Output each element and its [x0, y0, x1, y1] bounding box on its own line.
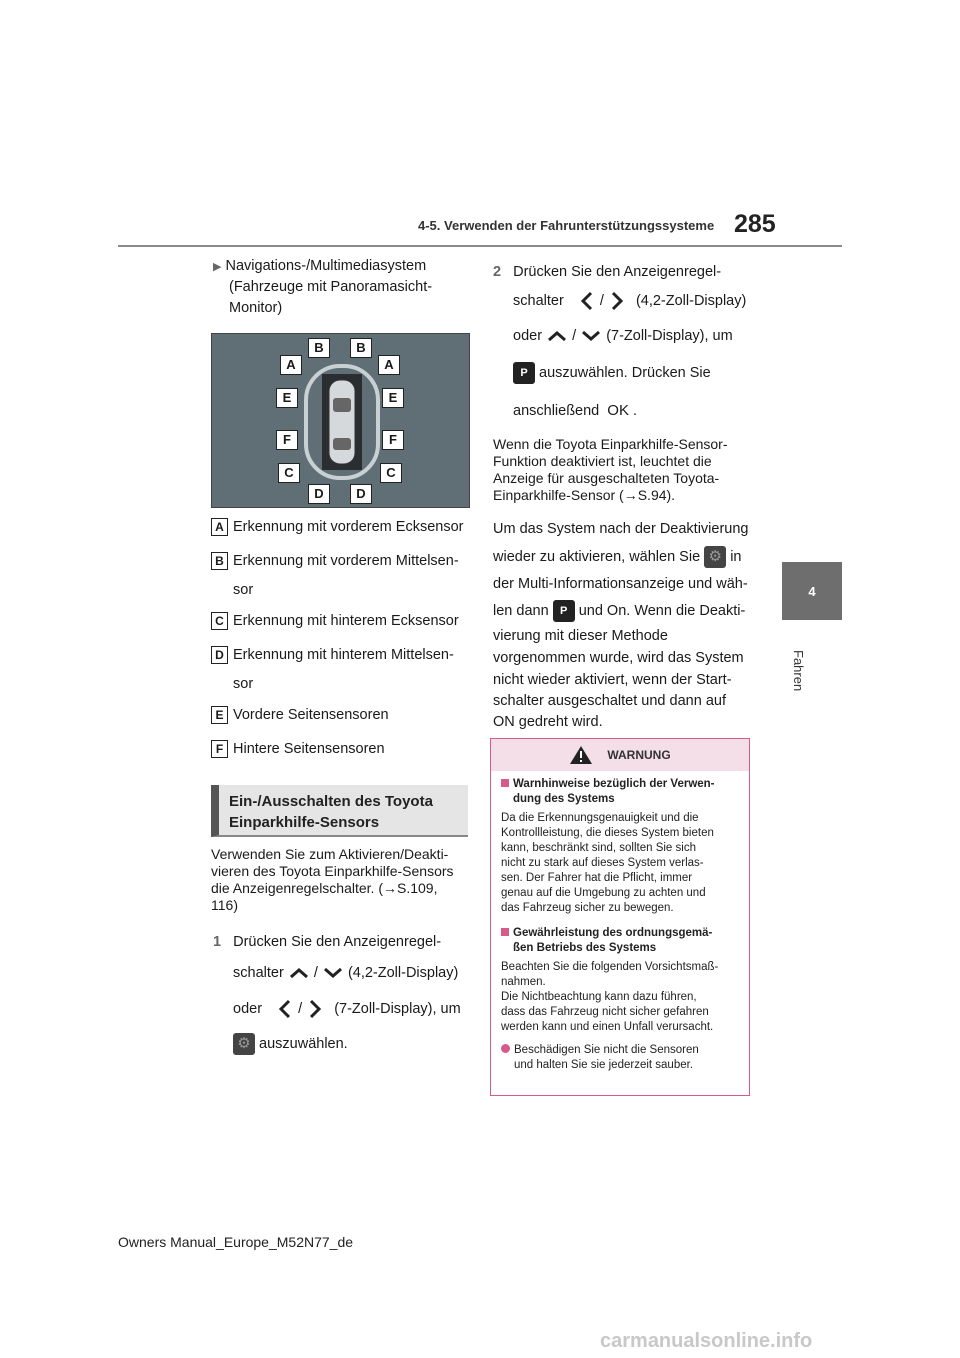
- warning-text-1-line: das Fahrzeug sicher zu bewegen.: [501, 902, 674, 914]
- chevron-up-icon: [546, 329, 568, 343]
- intro-line4: 116): [211, 897, 238, 913]
- chevron-left-icon: [276, 998, 294, 1020]
- legend-key-f: F: [211, 740, 228, 758]
- info-paragraph: [493, 436, 753, 504]
- step2-line4: [513, 362, 711, 384]
- step1: [213, 932, 441, 953]
- step2-schalter: schalter: [513, 292, 564, 309]
- diagram-label-e-left: E: [276, 388, 298, 408]
- legend-key-c: C: [211, 612, 228, 630]
- legend-d-cont: sor: [233, 676, 254, 692]
- reactivate-line7: nicht wieder aktiviert, wenn der Start-: [493, 672, 732, 688]
- reactivate-line2: [493, 546, 742, 568]
- warning-header: [491, 739, 749, 771]
- legend-d: [211, 645, 454, 666]
- legend-text-c: Erkennung mit hinterem Ecksensor: [233, 613, 459, 629]
- nav-line3: Monitor): [229, 300, 283, 316]
- warning-text-1-line: kann, beschränkt sind, sollten Sie sich: [501, 842, 696, 854]
- diagram-label-d-right: D: [350, 484, 372, 504]
- step2-line2: schalter / (4,2-Zoll-Display): [513, 290, 746, 312]
- chevron-up-icon: [288, 966, 310, 980]
- step2-line1: Drücken Sie den Anzeigenregel-: [513, 264, 722, 280]
- nav-line2: (Fahrzeuge mit Panoramasicht-: [229, 279, 433, 295]
- warning-heading-1-line2: dung des Systems: [513, 793, 615, 805]
- chevron-right-icon: [608, 290, 626, 312]
- nav-item: ▶ Navigations-/Multimediasystem: [213, 258, 427, 274]
- reactivate-line3: der Multi-Informationsanzeige und wäh-: [493, 576, 748, 592]
- gear-icon: ⚙: [704, 546, 726, 568]
- diagram-label-c-left: C: [278, 463, 300, 483]
- warning-heading-1-line1: Warnhinweise bezüglich der Verwen-: [513, 778, 715, 790]
- legend-a: [211, 517, 464, 538]
- header-title: 4-5. Verwenden der Fahrunterstützungssysteme: [418, 218, 715, 233]
- warning-icon: [569, 745, 593, 765]
- step1-line3: oder / (7-Zoll-Display), um: [233, 998, 461, 1020]
- step2: [493, 262, 721, 283]
- reactivate-line9: ON gedreht wird.: [493, 714, 603, 730]
- chevron-left-icon: [578, 290, 596, 312]
- reactivate-line8: schalter ausgeschaltet und dann auf: [493, 693, 726, 709]
- reactivate-line5: vierung mit dieser Methode: [493, 628, 668, 644]
- warning-heading-1: [501, 777, 739, 792]
- warning-text-1-line: Kontrollleistung, die dieses System bieten: [501, 827, 714, 839]
- section-heading: [211, 785, 468, 837]
- diagram-label-b-left: B: [308, 338, 330, 358]
- chevron-right-icon: [306, 998, 324, 1020]
- page-number: 285: [734, 210, 776, 238]
- warning-bullet-1-line1: Beschädigen Sie nicht die Sensoren: [514, 1044, 699, 1056]
- step2-line5: anschließend OK .: [513, 402, 638, 419]
- legend-key-b: B: [211, 552, 228, 570]
- legend-b: [211, 551, 459, 572]
- diagram-label-c-right: C: [380, 463, 402, 483]
- reactivate-line1: Um das System nach der Deaktivierung: [493, 521, 749, 537]
- legend-text-b: Erkennung mit vorderem Mittelsen-: [233, 553, 459, 569]
- warning-title: WARNUNG: [607, 748, 671, 762]
- warning-box: [490, 738, 750, 1096]
- step1-select: auszuwählen.: [259, 1035, 348, 1052]
- diagram-label-a-right: A: [378, 355, 400, 375]
- step2-line3: oder / (7-Zoll-Display), um: [513, 328, 733, 344]
- warning-text-2-line: dass das Fahrzeug nicht sicher gefahren: [501, 1006, 709, 1018]
- ok-icon: OK: [607, 402, 629, 419]
- nav-item-text: Navigations-/Multimediasystem: [225, 258, 427, 274]
- legend-e: [211, 705, 389, 726]
- intro-paragraph: [211, 846, 471, 914]
- warning-text-1: [501, 811, 739, 916]
- legend-text-f: Hintere Seitensensoren: [233, 741, 385, 757]
- legend-text-e: Vordere Seitensensoren: [233, 707, 389, 723]
- warning-text-2-line: nahmen.: [501, 976, 546, 988]
- legend-key-a: A: [211, 518, 228, 536]
- warning-text-2-line: werden kann und einen Unfall verursacht.: [501, 1021, 714, 1033]
- step2-display-size: (4,2-Zoll-Display): [635, 292, 747, 309]
- step2-then: anschließend: [513, 403, 600, 419]
- reactivate-line2-in: in: [730, 548, 742, 565]
- warning-text-2: [501, 960, 739, 1035]
- info-line2: Funktion deaktiviert ist, leuchtet die: [493, 453, 712, 469]
- warning-heading-2: [501, 926, 739, 941]
- step2-select: auszuwählen. Drücken Sie: [539, 364, 711, 381]
- intro-line1: Verwenden Sie zum Aktivieren/Deakti-: [211, 846, 449, 862]
- info-line1: Wenn die Toyota Einparkhilfe-Sensor-: [493, 436, 728, 452]
- warning-text-1-line: nicht zu stark auf dieses System verlas-: [501, 857, 704, 869]
- square-bullet-icon: [501, 928, 509, 936]
- sensor-diagram: [211, 333, 470, 508]
- legend-c: [211, 611, 459, 632]
- car-windshield: [333, 398, 351, 412]
- car-rear-window: [333, 438, 351, 450]
- step1-display-size: (4,2-Zoll-Display): [347, 965, 459, 981]
- step1-line1: Drücken Sie den Anzeigenregel-: [233, 934, 442, 950]
- legend-key-d: D: [211, 646, 228, 664]
- watermark: carmanualsonline.info: [600, 1330, 813, 1352]
- legend-text-a: Erkennung mit vorderem Ecksensor: [233, 519, 464, 535]
- step1-schalter: schalter: [233, 965, 284, 981]
- step2-oder: oder: [513, 328, 543, 344]
- step1-oder: oder: [233, 1000, 263, 1017]
- chevron-down-icon: [580, 329, 602, 343]
- step1-line2: schalter / (4,2-Zoll-Display): [233, 965, 459, 981]
- warning-heading-2-line2: ßen Betriebs des Systems: [513, 942, 657, 954]
- parking-sensor-icon: P: [553, 600, 575, 622]
- chapter-tab: 4: [782, 562, 842, 620]
- diagram-label-e-right: E: [382, 388, 404, 408]
- chapter-tab-label: Fahren: [791, 650, 806, 692]
- warning-text-2-line: Beachten Sie die folgenden Vorsichtsmaß-: [501, 961, 719, 973]
- warning-heading-2-line1: Gewährleistung des ordnungsgemä-: [513, 927, 713, 939]
- diagram-label-d-left: D: [308, 484, 330, 504]
- gear-icon: ⚙: [233, 1033, 255, 1055]
- reactivate-line4: [493, 600, 745, 622]
- diagram-label-f-left: F: [276, 430, 298, 450]
- reactivate-line6: vorgenommen wurde, wird das System: [493, 650, 744, 666]
- intro-line2: vieren des Toyota Einparkhilfe-Sensors: [211, 863, 454, 879]
- section-heading-line1: Ein-/Ausschalten des Toyota: [229, 793, 433, 810]
- diagram-label-f-right: F: [382, 430, 404, 450]
- warning-text-2-line: Die Nichtbeachtung kann dazu führen,: [501, 991, 697, 1003]
- sensor-diagram-svg: [212, 334, 469, 507]
- reactivate-line2-text: wieder zu aktivieren, wählen Sie: [493, 548, 701, 565]
- info-line3: Anzeige für ausgeschalteten Toyota-: [493, 470, 720, 486]
- reactivate-line4-tail: und On. Wenn die Deakti-: [578, 602, 746, 619]
- warning-text-1-line: genau auf die Umgebung zu achten und: [501, 887, 706, 899]
- intro-line3: die Anzeigenregelschalter. (→S.109,: [211, 880, 438, 896]
- step1-line4: [233, 1033, 348, 1055]
- step1-number: 1: [213, 934, 222, 950]
- diagram-label-b-right: B: [350, 338, 372, 358]
- legend-text-d: Erkennung mit hinterem Mittelsen-: [233, 647, 454, 663]
- warning-text-1-line: Da die Erkennungsgenauigkeit und die: [501, 812, 699, 824]
- chevron-down-icon: [322, 966, 344, 980]
- reactivate-line4-text: len dann: [493, 602, 549, 619]
- section-heading-line2: Einparkhilfe-Sensors: [229, 814, 380, 831]
- circle-bullet-icon: [501, 1044, 510, 1053]
- car-icon: [329, 380, 355, 464]
- header-divider: [118, 245, 842, 247]
- step2-number: 2: [493, 264, 502, 280]
- warning-bullet-1-line2: und halten Sie sie jederzeit sauber.: [514, 1059, 694, 1071]
- parking-sensor-icon: P: [513, 362, 535, 384]
- info-line4: Einparkhilfe-Sensor (→S.94).: [493, 487, 676, 503]
- square-bullet-icon: [501, 779, 509, 787]
- legend-b-cont: sor: [233, 582, 254, 598]
- step2-display-size-7: (7-Zoll-Display), um: [606, 328, 733, 344]
- step1-display-size-7: (7-Zoll-Display), um: [334, 1000, 461, 1017]
- diagram-label-a-left: A: [280, 355, 302, 375]
- warning-bullet-1: [501, 1043, 739, 1058]
- warning-text-1-line: sen. Der Fahrer hat die Pflicht, immer: [501, 872, 693, 884]
- legend-key-e: E: [211, 706, 228, 724]
- footer-text: Owners Manual_Europe_M52N77_de: [118, 1234, 354, 1250]
- legend-f: [211, 739, 385, 760]
